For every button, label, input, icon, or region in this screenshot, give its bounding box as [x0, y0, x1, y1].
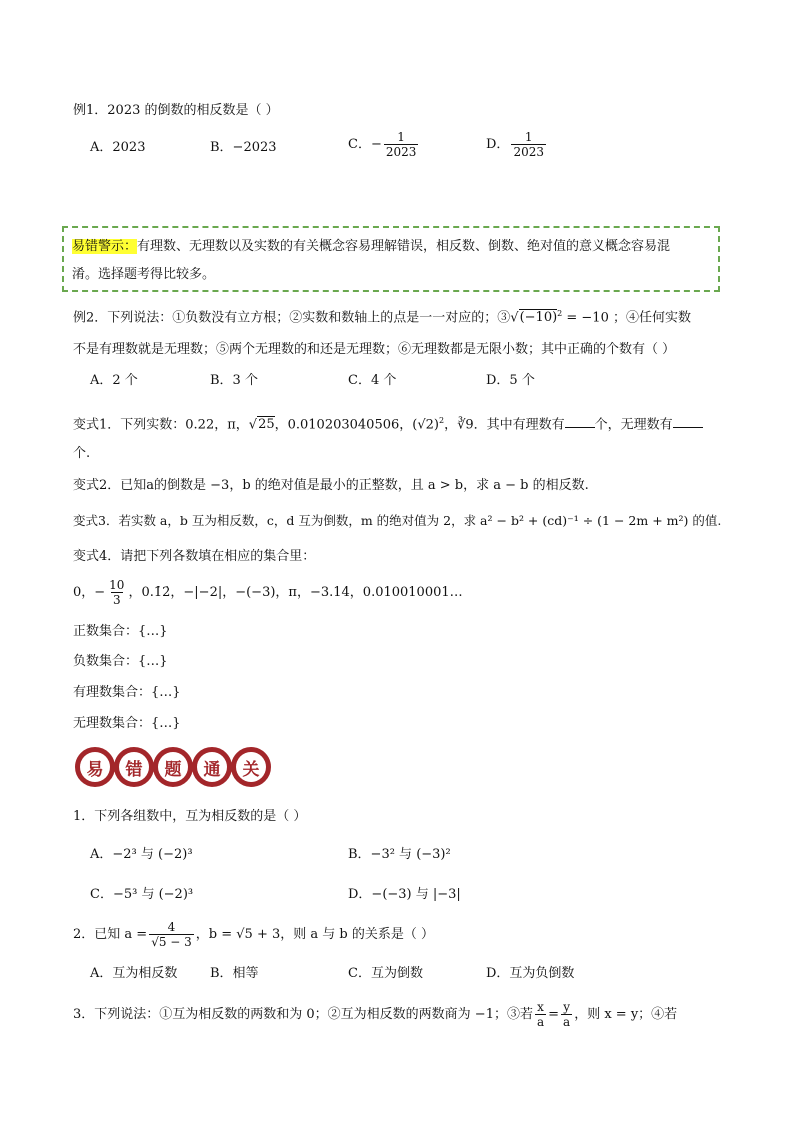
example2-option-c: C．4 个 — [348, 373, 397, 388]
fraction-denominator: √5 − 3 — [151, 935, 192, 949]
sqrt-sign: √ — [510, 310, 519, 326]
example2-option-b: B．3 个 — [210, 373, 258, 388]
fraction-numerator: 1 — [524, 130, 533, 144]
sqrt-sign: √ — [248, 417, 258, 433]
badge-circle — [153, 747, 193, 787]
variant4-numbers-b: ，0.1̇2̇，−|−2|，−(−3)，π，−3.14，0.010010001… — [128, 585, 463, 600]
question1-option-b: B．−3² 与 (−3)² — [348, 847, 451, 862]
example2-option-a: A．2 个 — [90, 373, 138, 388]
question2-text-b: ，b = √5 + 3，则 a 与 b 的关系是（ ） — [195, 927, 434, 942]
example1-option-d-fraction — [511, 130, 546, 159]
badge-character: 题 — [158, 752, 188, 782]
set-positive: 正数集合：{…} — [73, 624, 168, 639]
variant1-text-c: ，∛9．其中有理数有 — [444, 417, 565, 433]
badge-circle — [231, 747, 271, 787]
badge-circle — [114, 747, 154, 787]
example1-option-c-fraction — [384, 130, 419, 159]
fraction-denominator: a — [536, 1015, 545, 1029]
question3-stem — [73, 1000, 677, 1029]
question3-text-b: ，则 x = y；④若 — [574, 1007, 678, 1022]
badge-circle — [75, 747, 115, 787]
badge-circle — [192, 747, 232, 787]
example2-text-a: 例2．下列说法：①负数没有立方根；②实数和数轴上的点是一一对应的；③ — [73, 310, 511, 326]
question2-text-a: 2．已知 a = — [73, 927, 148, 942]
variant1-text-d: 个，无理数有 — [594, 417, 673, 433]
fraction-denominator: 2023 — [513, 145, 544, 159]
question2-option-d: D．互为负倒数 — [486, 966, 575, 981]
example1-option-a: A．2023 — [90, 140, 146, 155]
warning-text-1: 有理数、无理数以及实数的有关概念容易理解错误，相反数、倒数、绝对值的意义概念容易混 — [137, 239, 671, 254]
example1-option-b: B．−2023 — [210, 140, 277, 155]
answer-blank — [565, 415, 595, 428]
question2-fraction — [149, 920, 194, 949]
example1-option-d — [486, 130, 548, 159]
variant4-numbers — [73, 578, 463, 607]
question3-fraction-2 — [561, 1000, 572, 1029]
variant1-line-1 — [73, 412, 703, 434]
exponent: 2 — [557, 309, 563, 318]
variant4-fraction — [107, 578, 126, 607]
example2-option-d: D．5 个 — [486, 373, 535, 388]
fraction-numerator: 4 — [167, 920, 176, 934]
equals-sign: = — [548, 1007, 560, 1022]
fraction-denominator: 2023 — [385, 145, 417, 159]
sqrt-radicand: (−10) — [519, 310, 558, 326]
fraction-numerator: y — [563, 1000, 571, 1014]
example2-text-b: = −10 ；④任何实数 — [562, 310, 691, 326]
example2-line-1 — [73, 305, 691, 327]
variant4-numbers-a: 0，− — [73, 585, 106, 600]
fraction-denominator: 3 — [112, 593, 121, 607]
exponent: 2 — [438, 416, 445, 425]
question1-stem: 1．下列各组数中，互为相反数的是（ ） — [73, 809, 307, 824]
variant1-text-a: 变式1．下列实数：0.22，π， — [73, 417, 249, 433]
example1-option-c — [348, 130, 420, 159]
question1-option-a: A．−2³ 与 (−2)³ — [90, 847, 193, 862]
warning-line-1 — [72, 238, 712, 256]
badge-character: 关 — [236, 752, 266, 782]
question2-stem — [73, 920, 434, 949]
fraction-numerator: x — [537, 1000, 544, 1014]
fraction-numerator: 1 — [397, 130, 405, 144]
question3-fraction-1 — [535, 1000, 546, 1029]
variant4-stem: 变式4．请把下列各数填在相应的集合里： — [73, 549, 316, 564]
warning-line-2: 淆。选择题考得比较多。 — [72, 267, 216, 282]
question1-option-d: D．−(−3) 与 |−3| — [348, 887, 461, 902]
fraction-denominator: a — [563, 1015, 571, 1029]
badge-character: 通 — [197, 752, 227, 782]
section-header-badges — [75, 747, 275, 791]
warning-label: 易错警示： — [72, 239, 138, 254]
example2-line-2: 不是有理数就是无理数；⑤两个无理数的和还是无理数；⑥无理数都是无限小数；其中正确的个数有（ ） — [73, 342, 676, 357]
question2-option-c: C．互为倒数 — [348, 966, 423, 981]
example1-option-c-prefix: C．− — [348, 137, 382, 152]
badge-character: 易 — [80, 752, 110, 782]
variant3-text: 变式3．若实数 a，b 互为相反数，c，d 互为倒数，m 的绝对值为 2，求 a² − b² + (cd)⁻¹ ÷ (1 − 2m + m²) 的值. — [73, 513, 722, 528]
question2-option-a: A．互为相反数 — [90, 966, 178, 981]
variant1-text-b: ，0.010203040506，(√2) — [274, 417, 439, 433]
set-irrational: 无理数集合：{…} — [73, 716, 181, 731]
example1-option-d-prefix: D． — [486, 137, 510, 152]
question1-option-c: C．−5³ 与 (−2)³ — [90, 887, 194, 902]
example1-stem: 例1．2023 的倒数的相反数是（ ） — [73, 103, 279, 118]
answer-blank — [673, 415, 703, 428]
set-rational: 有理数集合：{…} — [73, 685, 181, 700]
variant1-line-2: 个. — [73, 446, 91, 461]
question2-option-b: B．相等 — [210, 966, 259, 981]
question3-text-a: 3．下列说法：①互为相反数的两数和为 0；②互为相反数的两数商为 −1；③若 — [73, 1007, 533, 1022]
variant2-text: 变式2．已知a的倒数是 −3，b 的绝对值是最小的正整数，且 a > b，求 a − b 的相反数. — [73, 478, 589, 493]
sqrt-radicand: 25 — [258, 417, 275, 433]
fraction-numerator: 10 — [109, 578, 125, 592]
badge-character: 错 — [119, 752, 149, 782]
set-negative: 负数集合：{…} — [73, 654, 168, 669]
